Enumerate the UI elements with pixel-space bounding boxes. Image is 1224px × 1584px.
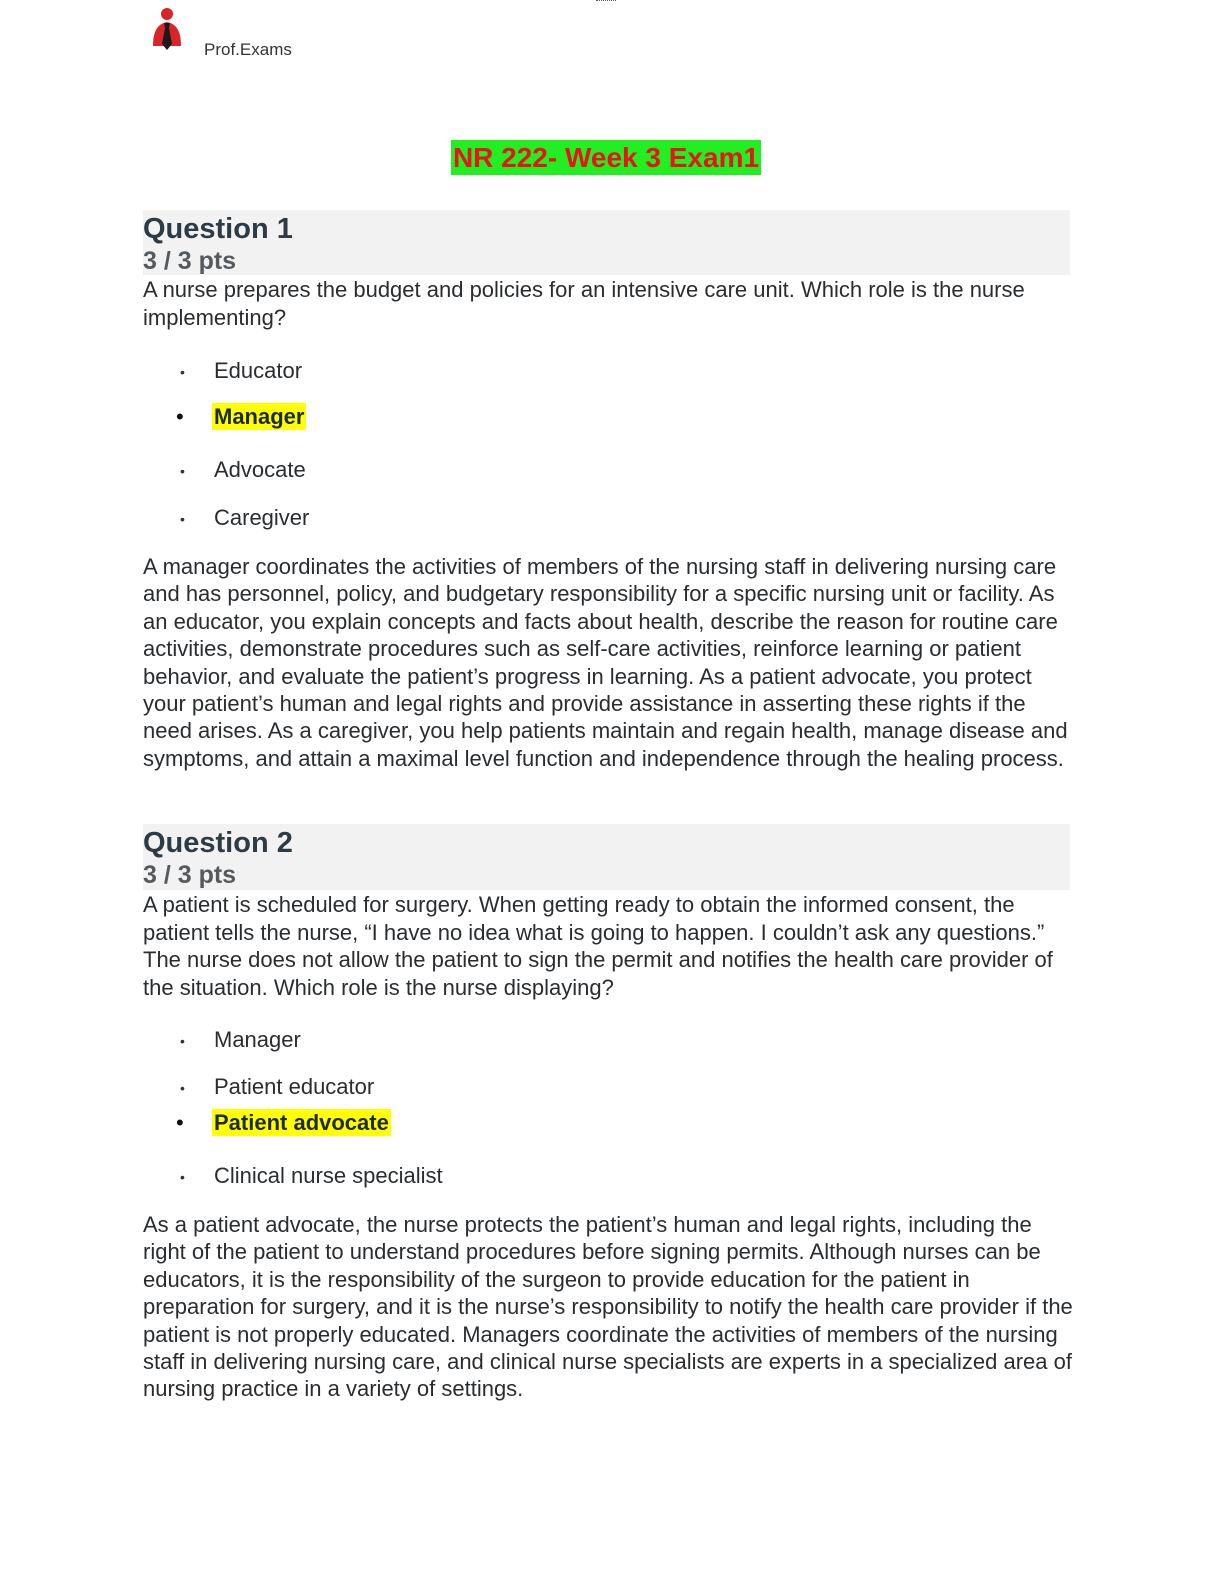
question-2-option-3-correct: Patient advocate <box>214 1110 389 1135</box>
question-1-points: 3 / 3 pts <box>143 247 237 275</box>
question-2-explanation: As a patient advocate, the nurse protects the patient’s human and legal rights, including the right of the patient to understand procedures before signing permits. Although nurses can be educators, it is the responsibility of the surgeon to provide education for the patient in preparation for surgery, and it is the nurse’s responsibility to notify the health care provider if the patient is not properly educated. Managers coordinate the activities of members of the nursing staff in delivering nursing care, and clinical nurse specialists are experts in a specialized area of nursing practice in a variety of settings. <box>143 1212 1073 1402</box>
bullet-icon: • <box>180 463 185 479</box>
question-1-header <box>143 210 1070 275</box>
question-2-header <box>143 824 1070 890</box>
question-1-option-2-correct: Manager <box>214 404 305 429</box>
bullet-icon: • <box>176 404 184 429</box>
question-2-title: Question 2 <box>143 827 293 859</box>
bullet-icon: • <box>180 1033 185 1049</box>
bullet-icon: • <box>180 1080 185 1096</box>
question-1-explanation: A manager coordinates the activities of members of the nursing staff in delivering nursing care and has personnel, policy, and budgetary responsibility for a specific nursing unit or facility. As an educator, you explain concepts and facts about health, describe the reason for routine care activities, demonstrate procedures such as self-care activities, reinforce learning or patient behavior, and evaluate the patient’s progress in learning. As a patient advocate, you protect your patient’s human and legal rights and provide assistance in asserting these rights if the need arises. As a caregiver, you help patients maintain and regain health, manage disease and symptoms, and attain a maximal level function and independence through the healing process. <box>143 554 1068 771</box>
bullet-icon: • <box>180 364 185 380</box>
page-top-mark <box>596 0 616 3</box>
question-1-option-3: Advocate <box>214 457 306 482</box>
question-2-option-1: Manager <box>214 1027 301 1052</box>
question-1-prompt: A nurse prepares the budget and policies for an intensive care unit. Which role is the nurse implementing? <box>143 277 1025 330</box>
exam-title: NR 222- Week 3 Exam1 <box>452 142 760 173</box>
question-2-prompt: A patient is scheduled for surgery. When getting ready to obtain the informed consent, the patient tells the nurse, “I have no idea what is going to happen. I couldn’t ask any questions.” The nurse does not allow the patient to sign the permit and notifies the health care provider of the situation. Which role is the nurse displaying? <box>143 892 1053 1000</box>
question-1-title: Question 1 <box>143 213 293 245</box>
bullet-icon: • <box>176 1110 184 1135</box>
prof-exams-logo-icon <box>147 6 187 50</box>
bullet-icon: • <box>180 1169 185 1185</box>
question-1-option-1: Educator <box>214 358 303 383</box>
question-2-points: 3 / 3 pts <box>143 861 237 889</box>
question-2-option-4: Clinical nurse specialist <box>214 1163 443 1188</box>
question-2-option-2: Patient educator <box>214 1074 375 1099</box>
bullet-icon: • <box>180 511 185 527</box>
question-1-option-4: Caregiver <box>214 505 310 530</box>
brand-name: Prof.Exams <box>204 40 292 59</box>
